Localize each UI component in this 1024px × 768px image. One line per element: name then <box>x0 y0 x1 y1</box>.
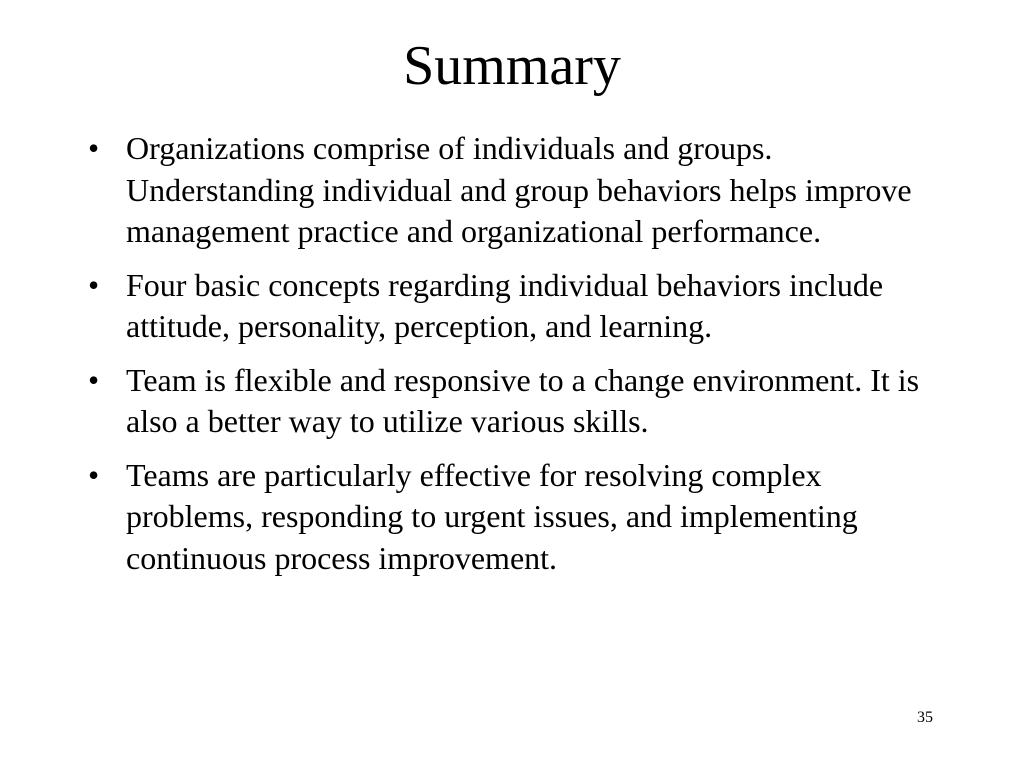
bullet-text: Organizations comprise of individuals and groups. Understanding individual and group behaviors helps improve management practice and organizational performance. <box>126 130 912 249</box>
bullet-icon: • <box>88 130 100 166</box>
bullet-item <box>88 128 948 253</box>
bullet-item <box>88 265 948 348</box>
bullet-text: Teams are particularly effective for resolving complex problems, responding to urgent issues, and implementing continuous process improvement. <box>126 456 858 576</box>
bullet-item <box>88 360 948 443</box>
page-number: 35 <box>917 709 933 726</box>
bullet-icon: • <box>88 361 100 398</box>
bullet-icon: • <box>88 266 100 303</box>
bullet-icon: • <box>88 456 100 493</box>
bullet-item <box>88 455 948 580</box>
bullet-text: Four basic concepts regarding individual behaviors include attitude, personality, perception, and learning. <box>126 266 884 344</box>
bullet-list <box>88 128 948 591</box>
slide-title: Summary <box>403 35 621 97</box>
bullet-text: Team is flexible and responsive to a change environment. It is also a better way to utilize various skills. <box>126 361 920 439</box>
